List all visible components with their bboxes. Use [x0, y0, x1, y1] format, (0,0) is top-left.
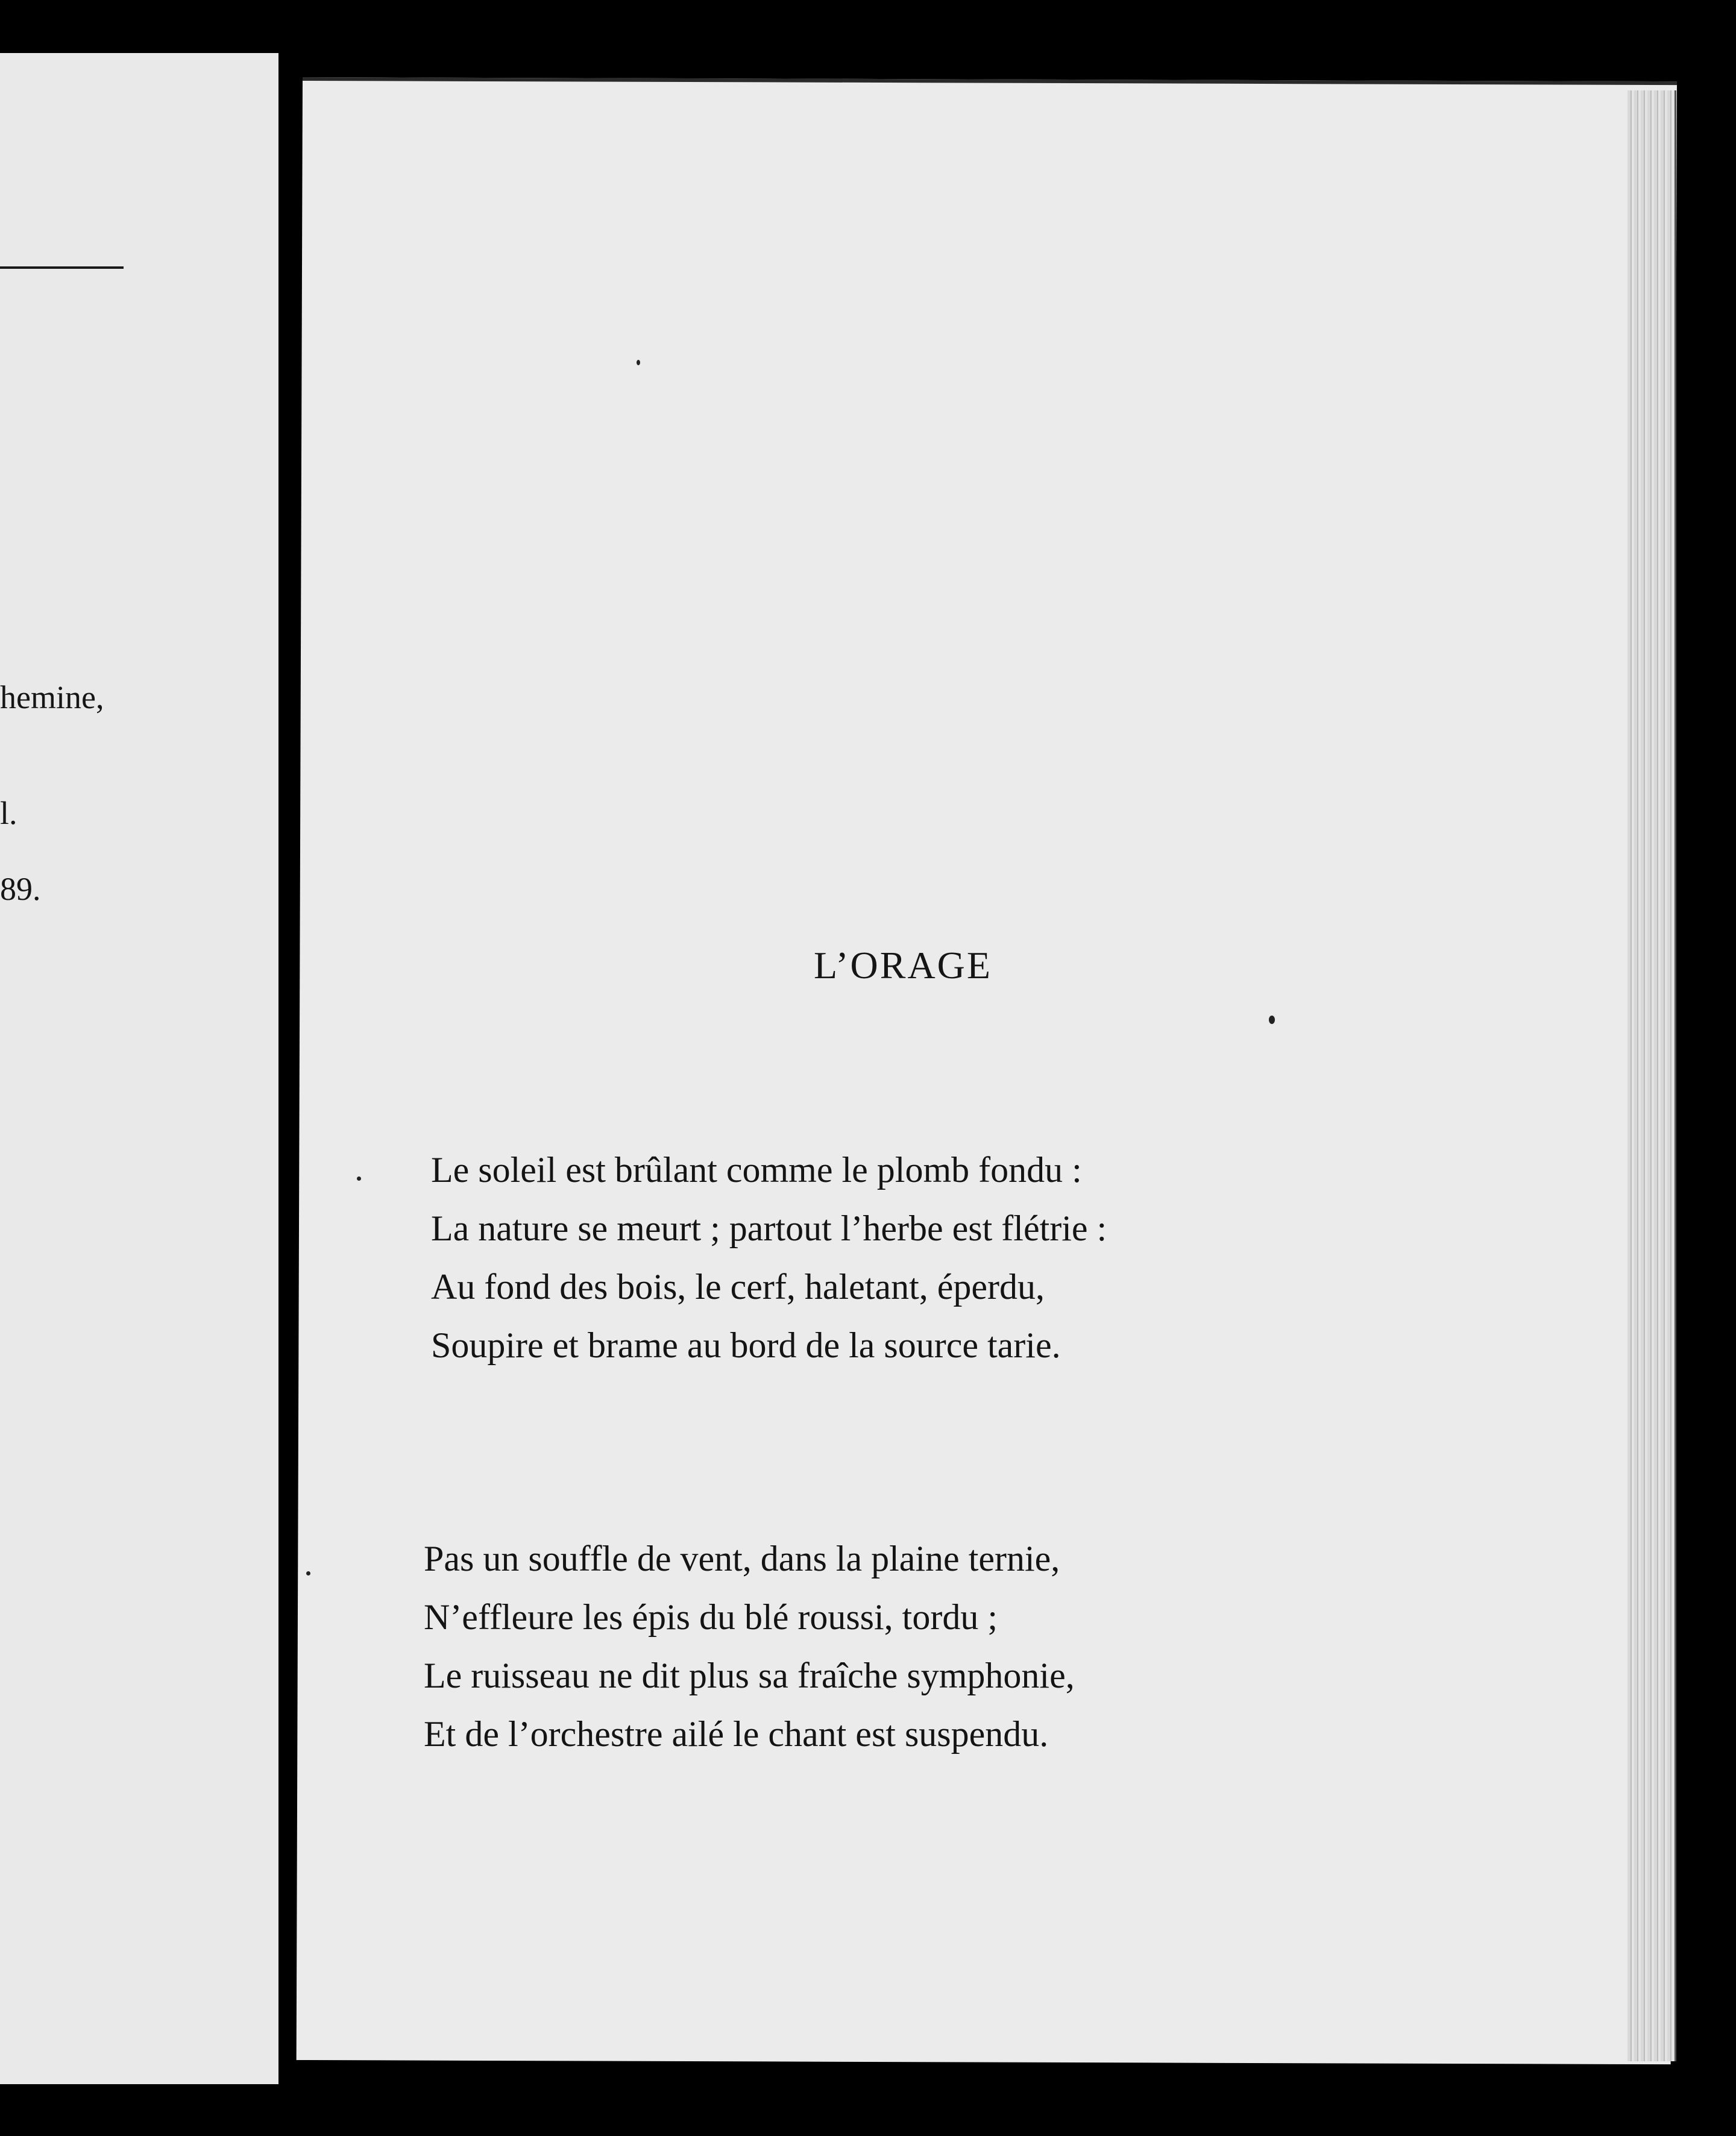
- stanza-2-line-2: N’effleure les épis du blé roussi, tordu ;: [424, 1597, 998, 1637]
- stanza-2: [424, 1530, 1075, 1764]
- stanza-1-line-2: La nature se meurt ; partout l’herbe est flétrie :: [431, 1208, 1107, 1248]
- stanza-2-line-3: Le ruisseau ne dit plus sa fraîche symphonie,: [424, 1656, 1075, 1695]
- paper-speck: [637, 360, 640, 365]
- paper-speck: [306, 1571, 310, 1575]
- stanza-1-line-1: Le soleil est brûlant comme le plomb fondu :: [431, 1150, 1082, 1190]
- page-edges: [1628, 90, 1676, 2061]
- stanza-2-line-1: Pas un souffle de vent, dans la plaine ternie,: [424, 1539, 1060, 1578]
- left-page-fragment-3: 89.: [0, 871, 41, 907]
- paper-speck: [1269, 1016, 1275, 1024]
- left-page-rule: [0, 266, 124, 269]
- paper-speck: [357, 1176, 361, 1181]
- left-page-fragment-1: hemine,: [0, 679, 104, 715]
- left-facing-page: [0, 53, 278, 2084]
- stanza-1-line-4: Soupire et brame au bord de la source tarie.: [431, 1325, 1061, 1365]
- stanza-1: [431, 1141, 1107, 1375]
- stanza-2-line-4: Et de l’orchestre ailé le chant est suspendu.: [424, 1714, 1049, 1754]
- poem-title: L’ORAGE: [814, 944, 992, 987]
- right-page: [297, 77, 1677, 2064]
- stanza-1-line-3: Au fond des bois, le cerf, haletant, éperdu,: [431, 1267, 1045, 1307]
- left-page-fragment-2: l.: [0, 795, 17, 831]
